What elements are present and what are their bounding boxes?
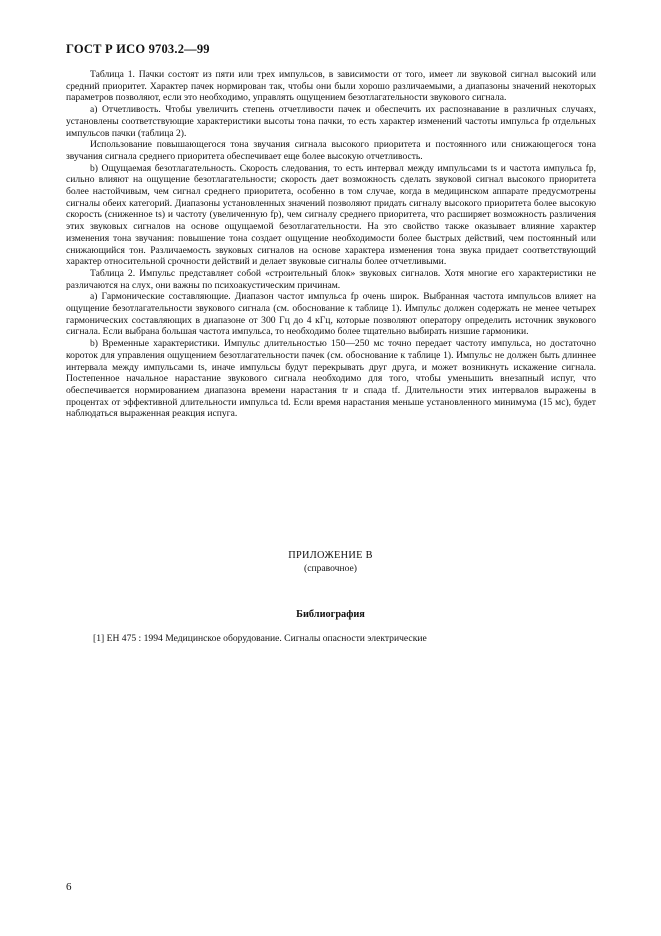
bibliography-entry: [1] ЕН 475 : 1994 Медицинское оборудование. Сигналы опасности электрические (93, 633, 427, 644)
bibliography-title: Библиография (296, 609, 365, 620)
body-text (66, 69, 596, 420)
paragraph-timing: b) Временные характеристики. Импульс длительностью 150—250 мс точно передает частоту импульса, но достаточно короток для управления ощущением безотлагательности пачек (см. обоснование к таблице 1). Импульс не должен быть длиннее интервала между импульсами ts, иначе импульсы будут перекрывать друг друга, и может возникнуть искажение сигнала. Постепенное начальное нарастание звукового сигнала необходимо для того, чтобы уменьшить внезапный испуг, что обеспечивается нормированием диапазона времени нарастания tr и спада tf. Длительности этих интервалов выражены в процентах от эффективной длительности импульса td. Если время нарастания меньше установленного минимума (15 мс), будет наблюдаться выраженная реакция испуга. (66, 338, 596, 420)
appendix-title: ПРИЛОЖЕНИЕ В (288, 550, 373, 561)
appendix-subtitle: (справочное) (304, 563, 357, 574)
standard-header: ГОСТ Р ИСО 9703.2—99 (66, 42, 210, 56)
page-number: 6 (66, 881, 72, 893)
paragraph-harmonics: а) Гармонические составляющие. Диапазон частот импульса fp очень широк. Выбранная частота импульсов влияет на ощущение безотлагательности звукового сигнала (см. обоснование к таблице 1). Импульс должен содержать не менее четырех гармонических составляющих в диапазоне от 300 Гц до 4 кГц, которые позволяют оператору определить источник звукового сигнала. Если выбрана большая частота импульса, то необходимо более тщательно выбирать низшие гармоники. (66, 291, 596, 338)
paragraph-distinctness: а) Отчетливость. Чтобы увеличить степень отчетливости пачек и обеспечить их распознавание в различных случаях, установлены соответствующие характеристики высоты тона пачки, то есть характер изменений частоты импульса fp отдельных импульсов пачки (таблица 2). (66, 104, 596, 139)
paragraph-table2: Таблица 2. Импульс представляет собой «строительный блок» звуковых сигналов. Хотя многие его характеристики не различаются на слух, они важны по психоакустическим причинам. (66, 267, 596, 291)
paragraph-tone-usage: Использование повышающегося тона звучания сигнала высокого приоритета и постоянного или снижающегося тона звучания сигнала среднего приоритета обеспечивает еще более высокую отчетливость. (66, 139, 596, 162)
paragraph-table1: Таблица 1. Пачки состоят из пяти или трех импульсов, в зависимости от того, имеет ли звуковой сигнал высокий или средний приоритет. Характер пачек нормирован так, чтобы они были хорошо различаемыми, а диапазоны значений некоторых параметров позволяют, если это необходимо, управлять ощущением безотлагательности звукового сигнала. (66, 69, 596, 104)
paragraph-urgency: b) Ощущаемая безотлагательность. Скорость следования, то есть интервал между импульсами ts и частота импульса fp, сильно влияют на ощущение безотлагательности; скорость дает возможность сделать звуковой сигнал высокого приоритета более настойчивым, чем сигнал среднего приоритета, особенно в том случае, когда в медицинском аппарате предусмотрены сигналы обеих категорий. Диапазоны установленных значений позволяют придать сигналу высокого приоритета более высокую скорость (сниженное ts) и частоту (увеличенную fp), чем сигналу среднего приоритета, что расширяет возможность различения этих звуковых сигналов на основе ощущаемой безотлагательности. На это свойство также оказывает влияние характер изменения тона звучания: повышение тона создает ощущение необходимости более быстрых действий, чем постоянный или снижающийся тон. Различаемость звуковых сигналов на основе характера изменения тона звука придает соответствующий характер относительной срочности действий и делает звуковые сигналы более отчетливыми. (66, 162, 596, 268)
